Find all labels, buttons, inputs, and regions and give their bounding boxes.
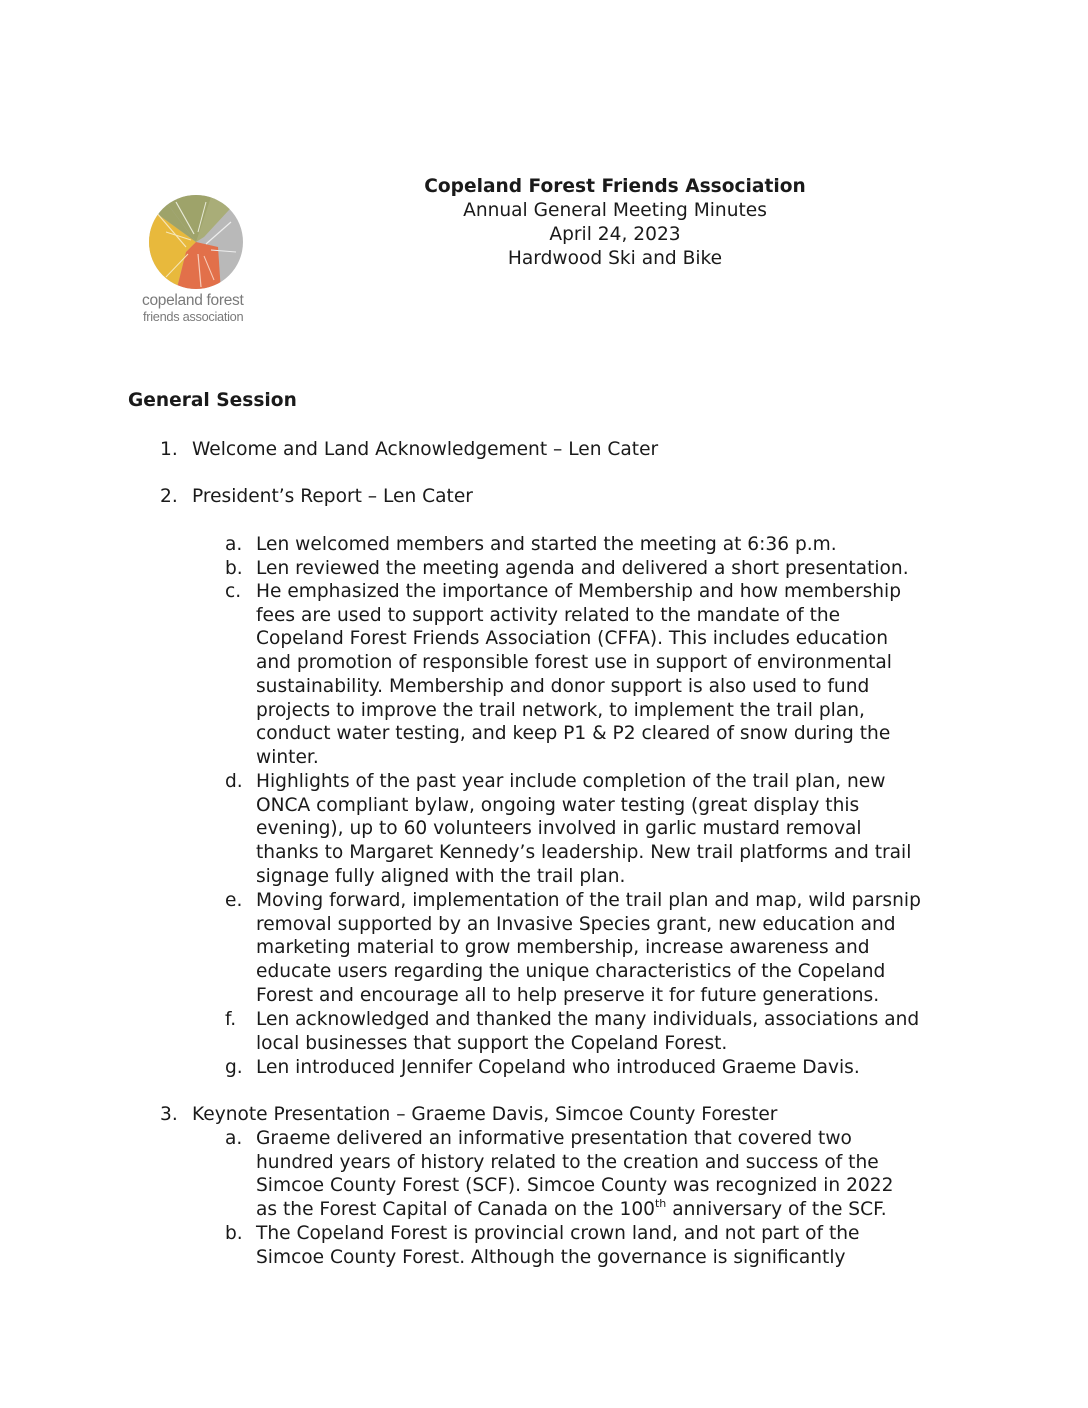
sub-item-line: ONCA compliant bylaw, ongoing water testing (great display this	[256, 794, 860, 816]
meeting-date: April 24, 2023	[549, 224, 681, 245]
cffa-logo	[140, 190, 260, 330]
tree-circle-logo-icon	[146, 192, 246, 292]
sub-item-line: He emphasized the importance of Membership and how membership	[256, 581, 902, 602]
sub-item-line: removal supported by an Invasive Species grant, new education and	[256, 913, 896, 935]
sub-item-letter: f.	[225, 1009, 237, 1030]
document-subtitle: Annual General Meeting Minutes	[463, 200, 767, 221]
sub-item-line: Len welcomed members and started the meeting at 6:36 p.m.	[256, 534, 837, 555]
sub-item-line: educate users regarding the unique characteristics of the Copeland	[256, 961, 886, 983]
sub-item-line: Forest and encourage all to help preserve it for future generations.	[256, 984, 880, 1006]
item-title: Keynote Presentation – Graeme Davis, Simcoe County Forester	[192, 1104, 778, 1125]
sub-item-line: projects to improve the trail network, to implement the trail plan,	[256, 699, 865, 721]
sub-item-line-start: as the Forest Capital of Canada on the 100	[256, 1199, 655, 1221]
sub-item-line: marketing material to grow membership, increase awareness and	[256, 937, 870, 959]
item-number: 1.	[160, 439, 178, 460]
item-title: President’s Report – Len Cater	[192, 486, 473, 507]
sub-item-line: Copeland Forest Friends Association (CFFA). This includes education	[256, 628, 889, 650]
sub-item-letter: a.	[225, 1128, 243, 1149]
sub-item-line: evening), up to 60 volunteers involved in garlic mustard removal	[256, 818, 862, 840]
sub-item-line: conduct water testing, and keep P1 & P2 cleared of snow during the	[256, 723, 891, 745]
item-number: 2.	[160, 486, 178, 507]
sub-item-letter: b.	[225, 558, 243, 579]
sub-item-letter: a.	[225, 534, 243, 555]
sub-item-line: and promotion of responsible forest use in support of environmental	[256, 652, 892, 674]
sub-item-line: Moving forward, implementation of the trail plan and map, wild parsnip	[256, 890, 921, 911]
sub-item-letter: b.	[225, 1223, 243, 1244]
item-title: Welcome and Land Acknowledgement – Len Cater	[192, 439, 659, 460]
logo-text-line2: friends association	[143, 309, 244, 324]
section-title: General Session	[128, 390, 297, 411]
item-number: 3.	[160, 1104, 178, 1125]
sub-item-line: Simcoe County Forest (SCF). Simcoe County was recognized in 2022	[256, 1175, 894, 1197]
sub-item-line: sustainability. Membership and donor support is also used to fund	[256, 675, 870, 697]
sub-item-line: local businesses that support the Copeland Forest.	[256, 1032, 728, 1054]
meeting-location: Hardwood Ski and Bike	[507, 248, 723, 269]
sub-item-line: Len introduced Jennifer Copeland who introduced Graeme Davis.	[256, 1057, 860, 1078]
sub-item-letter: d.	[225, 771, 243, 792]
sub-item-letter: g.	[225, 1057, 243, 1078]
sub-item-line: signage fully aligned with the trail plan.	[256, 865, 626, 887]
sub-item-line: Len reviewed the meeting agenda and delivered a short presentation.	[256, 558, 909, 579]
sub-item-line: thanks to Margaret Kennedy’s leadership. New trail platforms and trail	[256, 842, 912, 864]
document-header	[390, 175, 840, 271]
logo-text-line1: copeland forest	[142, 292, 244, 309]
sub-item-letter: e.	[225, 890, 243, 911]
sub-item-line: Simcoe County Forest. Although the governance is significantly	[256, 1246, 846, 1268]
sub-item-letter: c.	[225, 581, 242, 602]
organization-name: Copeland Forest Friends Association	[424, 176, 806, 197]
sub-item-line: hundred years of history related to the creation and success of the	[256, 1151, 879, 1173]
sub-item-line: Highlights of the past year include completion of the trail plan, new	[256, 771, 886, 792]
sub-item-line: fees are used to support activity related to the mandate of the	[256, 604, 841, 626]
sub-item-line: winter.	[256, 746, 319, 768]
sub-item-line: Len acknowledged and thanked the many individuals, associations and	[256, 1009, 920, 1030]
sub-item-line: Graeme delivered an informative presentation that covered two	[256, 1128, 852, 1149]
sub-item-line-end: anniversary of the SCF.	[666, 1199, 887, 1221]
sub-item-line	[256, 1198, 976, 1222]
ordinal-superscript: th	[654, 1196, 667, 1210]
sub-item-line: The Copeland Forest is provincial crown land, and not part of the	[256, 1223, 860, 1244]
